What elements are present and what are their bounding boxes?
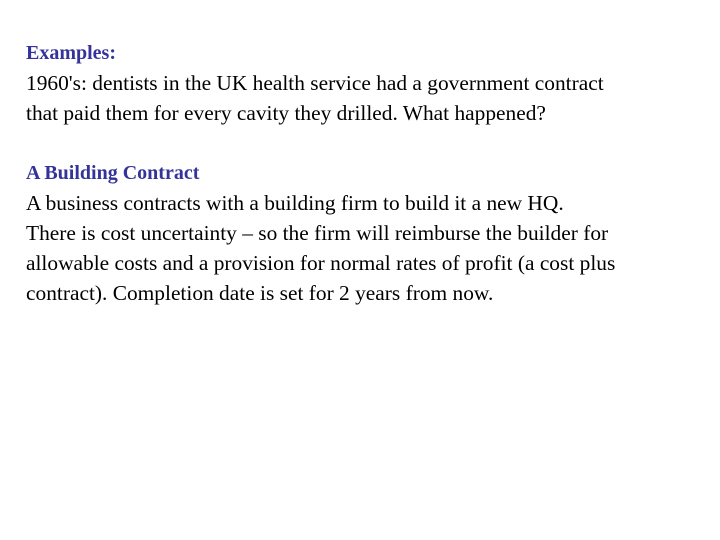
building-contract-line-1: A business contracts with a building firm to build it a new HQ. [26,191,564,215]
examples-line-1: 1960's: dentists in the UK health service had a government contract [26,71,604,95]
building-contract-line-2: There is cost uncertainty – so the firm will reimburse the builder for [26,221,609,245]
examples-line-2: that paid them for every cavity they drilled. What happened? [26,101,546,125]
section-spacer [26,128,696,158]
examples-paragraph [26,68,696,128]
building-contract-line-4: contract). Completion date is set for 2 years from now. [26,281,494,305]
slide-content [26,38,696,308]
examples-heading: Examples: [26,42,116,64]
building-contract-section [26,158,696,308]
building-contract-line-3: allowable costs and a provision for normal rates of profit (a cost plus [26,251,616,275]
building-contract-paragraph [26,188,696,308]
examples-section [26,38,696,128]
building-contract-heading: A Building Contract [26,162,200,184]
